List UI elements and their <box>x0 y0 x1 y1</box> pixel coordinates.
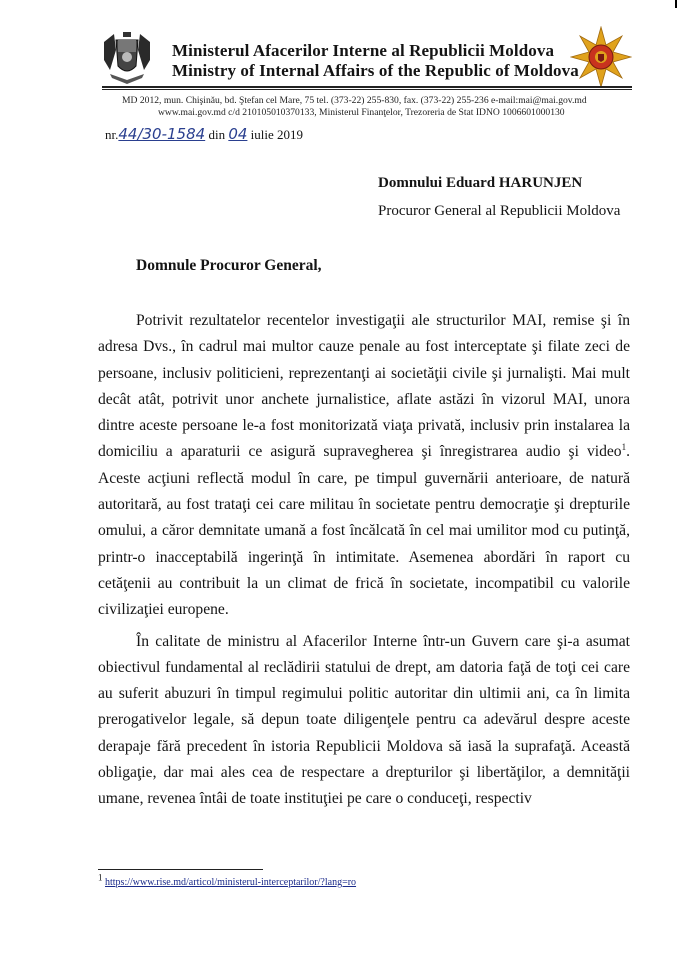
registration-day-handwritten: 04 <box>228 125 248 143</box>
footnote-link[interactable]: https://www.rise.md/articol/ministerul-interceptarilor/?lang=ro <box>105 877 357 888</box>
registration-prefix: nr. <box>105 127 119 142</box>
header-rule-thin <box>102 89 632 90</box>
footnote-number: 1 <box>98 872 103 883</box>
ministry-title-english: Ministry of Internal Affairs of the Republic of Moldova <box>172 61 579 80</box>
footnote-reference: 1 <box>621 442 627 453</box>
moldova-coat-of-arms-icon <box>102 30 152 86</box>
contact-line-2: www.mai.gov.md c/d 2101050103701​33, Ministerul Finanţelor, Trezoreria de Stat IDNO 1006601000130 <box>158 107 565 118</box>
contact-line-1: MD 2012, mun. Chişinău, bd. Ştefan cel Mare, 75 tel. (373-22) 255-830, fax. (373-22) 255-236 e-mail:mai@mai.gov.md <box>122 95 587 106</box>
salutation: Domnule Procuror General, <box>136 257 322 274</box>
registration-line <box>105 125 303 143</box>
paragraph-1 <box>98 308 630 624</box>
letter-body <box>98 308 630 818</box>
ministry-title-romanian: Ministerul Afacerilor Interne al Republicii Moldova <box>172 41 555 60</box>
footnote <box>98 872 357 888</box>
registration-from-word: din <box>208 127 226 142</box>
paragraph-1-text-b: . Aceste acţiuni reflectă modul în care, pe timpul guvernării anterioare, de natură autoritară, au fost trataţi cei care militau în societate pentru democraţie şi drepturile omului, a căror demnitate umană a fost încălcată în cel mai umilitor mod cu putinţă, printr-o inacceptabilă ingerinţă în intimitate. Asemenea abordări în raport cu cetăţenii au contribuit la un climat de frică în societate, incompatibil cu valorile civilizaţiei europene. <box>98 443 630 619</box>
addressee-title: Procuror General al Republicii Moldova <box>378 203 621 219</box>
paragraph-2: În calitate de ministru al Afacerilor Interne într-un Guvern care şi-a asumat obiectivul fundamental al reclădirii statului de drept, am datoria faţă de toţi cei care au suferit abuzuri în timpul regimului politic autoritar din ultimii ani, ca în limita prerogativelor legale, să depun toate diligenţele pentru ca adevărul despre aceste derapaje fără precedent în istoria Republicii Moldova să iasă la suprafaţă. Această obligaţie, dar mai ales cea de respectare a drepturilor şi libertăţilor, a demnităţii umane, revenea întâi de toate instituţiei pe care o conduceţi, respectiv <box>98 632 630 808</box>
header-rule-thick <box>102 86 632 88</box>
registration-month-year: iulie 2019 <box>250 127 304 142</box>
edge-mark <box>675 0 677 8</box>
paragraph-1-text-a: Potrivit rezultatelor recentelor investigaţii ale structurilor MAI, remise şi în adresa Dvs., în cadrul mai multor cauze penale au fost interceptate şi filate zeci de persoane, inclusiv politicieni, reprezentanţi ai societăţii civile şi jurnalişti. Mai mult decât atât, potrivit unor anchete jurnalistice, aflate astăzi în vizorul MAI, unora dintre aceste persoane le-a fost monitorizată viaţa privată, inclusiv prin instalarea la domiciliu a aparaturii ce asigură supravegherea şi înregistrarea audio şi video <box>98 312 630 461</box>
addressee-name: Domnului Eduard HARUNJEN <box>378 175 583 191</box>
police-star-emblem-icon <box>570 26 632 88</box>
footnote-separator <box>98 869 263 870</box>
registration-number-handwritten: 44/30-1584 <box>118 125 206 143</box>
